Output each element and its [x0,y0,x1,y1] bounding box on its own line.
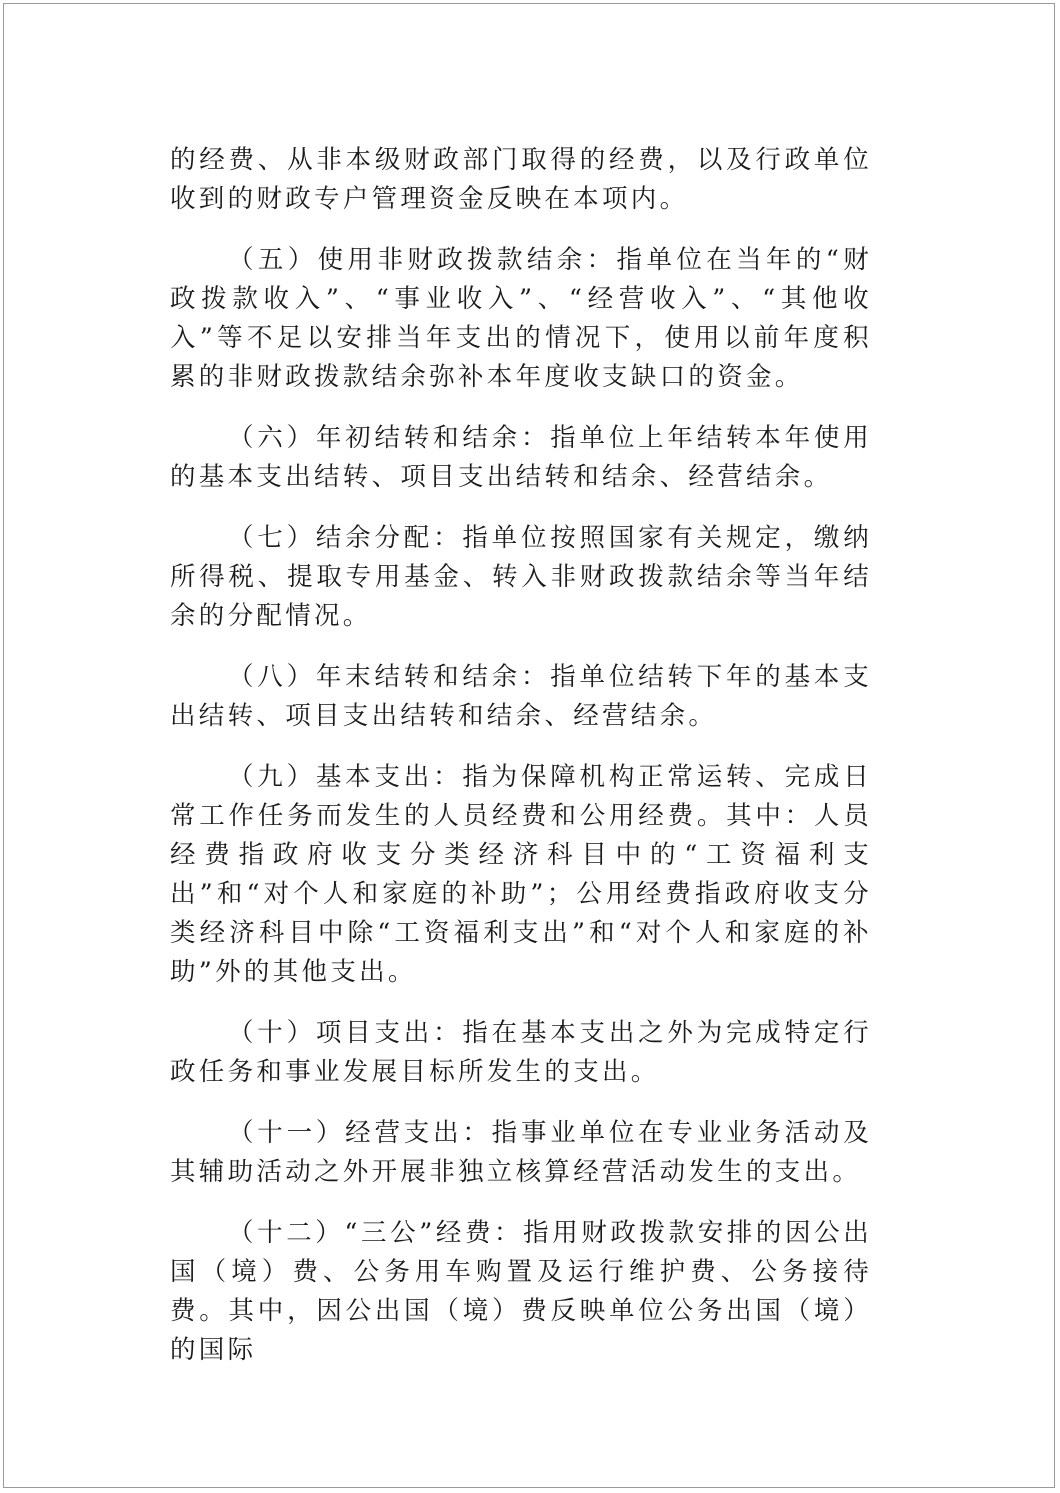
paragraph-9-basic-expenditure: （九）基本支出：指为保障机构正常运转、完成日常工作任务而发生的人员经费和公用经费。其中：人员经费指政府收支分类经济科目中的“工资福利支出”和“对个人和家庭的补助”；公用经费指政府收支分类经济科目中除“工资福利支出”和“对个人和家庭的补助”外的其他支出。 [170,762,872,987]
document-body [170,141,872,1392]
paragraph-6-opening-carryover: （六）年初结转和结余：指单位上年结转本年使用的基本支出结转、项目支出结转和结余、经营结余。 [170,423,872,492]
paragraph-5-non-fiscal-surplus-use: （五）使用非财政拨款结余：指单位在当年的“财政拨款收入”、“事业收入”、“经营收入”、“其他收入”等不足以安排当年支出的情况下，使用以前年度积累的非财政拨款结余弥补本年度收支缺口的资金。 [170,245,872,392]
paragraph-continuation: 的经费、从非本级财政部门取得的经费，以及行政单位收到的财政专户管理资金反映在本项内。 [170,145,872,214]
paragraph-11-operating-expenditure: （十一）经营支出：指事业单位在专业业务活动及其辅助活动之外开展非独立核算经营活动发生的支出。 [170,1118,872,1187]
paragraph-7-surplus-distribution: （七）结余分配：指单位按照国家有关规定，缴纳所得税、提取专用基金、转入非财政拨款结余等当年结余的分配情况。 [170,523,872,631]
paragraph-12-three-public-expenses: （十二）“三公”经费：指用财政拨款安排的因公出国（境）费、公务用车购置及运行维护费、公务接待费。其中，因公出国（境）费反映单位公务出国（境）的国际 [170,1218,872,1365]
paragraph-8-closing-carryover: （八）年末结转和结余：指单位结转下年的基本支出结转、项目支出结转和结余、经营结余。 [170,662,872,731]
document-page [3,3,1055,1488]
paragraph-10-project-expenditure: （十）项目支出：指在基本支出之外为完成特定行政任务和事业发展目标所发生的支出。 [170,1018,872,1087]
